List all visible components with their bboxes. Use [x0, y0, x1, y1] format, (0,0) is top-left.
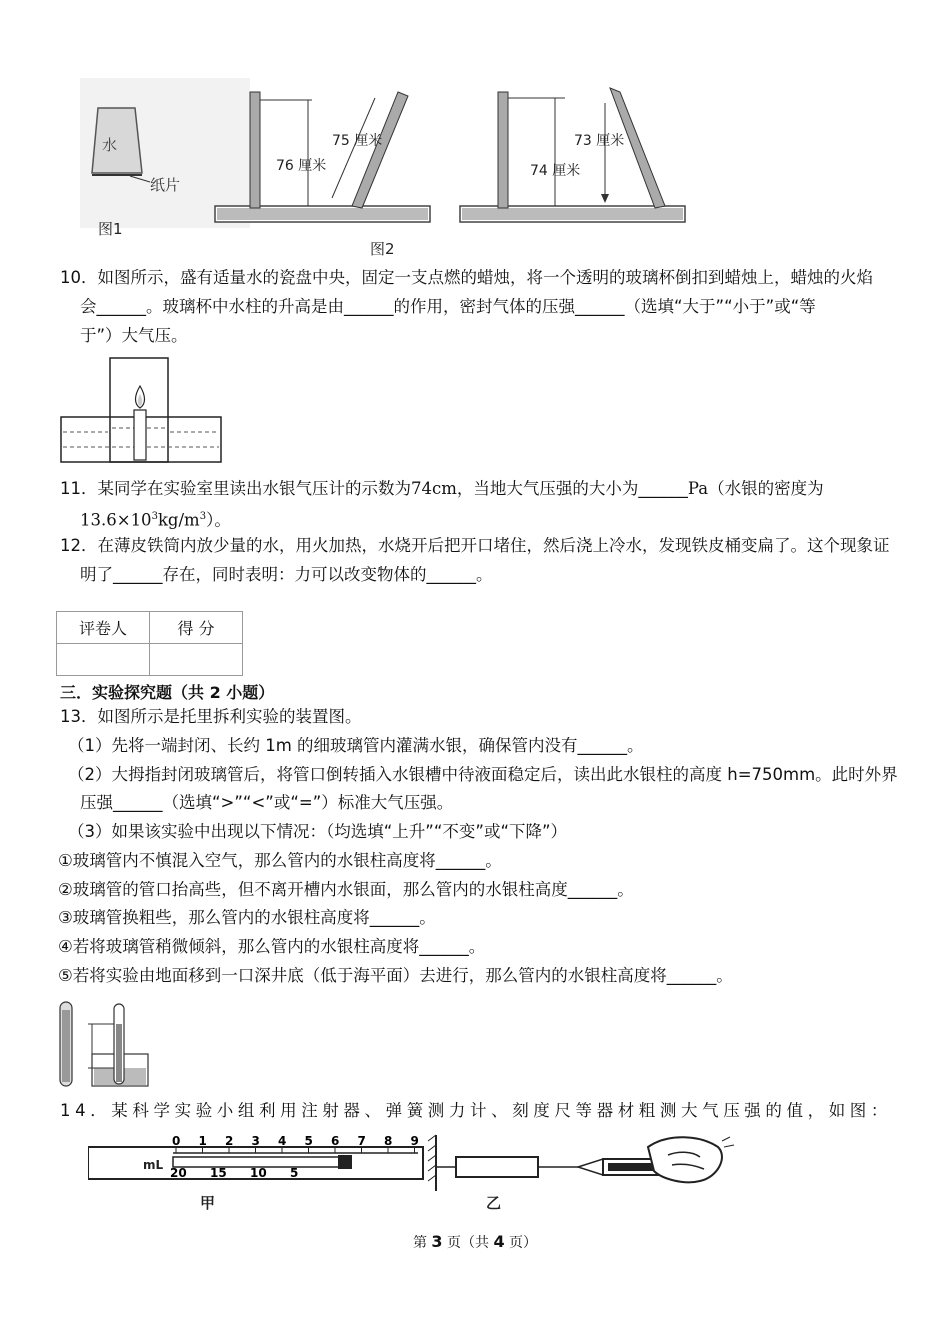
ruler-bottom-tick-label: 15 [210, 1166, 227, 1180]
q11-exp: 3 [151, 511, 158, 522]
ruler-top-tick-label: 5 [304, 1134, 313, 1148]
q11-text-c: （水银的密度为 [708, 479, 824, 498]
q11-density: 13.6×10 [80, 510, 152, 530]
q11-line1 [60, 478, 824, 500]
ruler-top-tick-label: 2 [225, 1134, 234, 1148]
ruler-top-tick-label: 0 [172, 1134, 181, 1148]
score-header: 得 分 [150, 612, 243, 644]
ruler-top-tick-label: 7 [357, 1134, 366, 1148]
fig-yi-label: 乙 [486, 1194, 502, 1212]
q11-text-b: ，当地大气压强的大小为______ [456, 479, 688, 498]
section-3-title: 三．实验探究题（共 2 小题） [60, 683, 275, 702]
q12-line1: 12．在薄皮铁筒内放少量的水，用火加热，水烧开后把开口堵住，然后浇上冷水，发现铁皮桶变扁了。这个现象证 [60, 536, 890, 555]
ruler-bottom-tick-label: 5 [290, 1166, 299, 1180]
q11-density-unit: kg/m [157, 510, 200, 530]
torricelli-figure [56, 998, 152, 1090]
ruler-top-tick-label: 8 [384, 1134, 393, 1148]
footer-pre: 第 [412, 1235, 427, 1251]
ml-label: mL [143, 1158, 164, 1172]
apparatus-yi [428, 1135, 734, 1191]
q11-unit: Pa [687, 479, 709, 498]
q13-p1: （1）先将一端封闭、长约 1m 的细玻璃管内灌满水银，确保管内没有______。 [68, 736, 644, 755]
ruler-top-tick-label: 9 [410, 1134, 419, 1148]
fig1-paper-label: 纸片 [150, 176, 181, 194]
q11-exp2: 3 [199, 511, 207, 522]
q11-value: 74cm [411, 479, 457, 498]
q10-line2: 会______。玻璃杯中水柱的升高是由______的作用，密封气体的压强______（选填“大于”“小于”或“等 [80, 297, 816, 316]
ruler-top-tick-label: 6 [331, 1134, 340, 1148]
syringe-figure [88, 1133, 738, 1213]
q10-line3: 于”）大气压。 [80, 326, 188, 345]
q11-line2 [80, 506, 231, 532]
figure-1-2 [80, 78, 700, 263]
q14-line1: 14．某科学实验小组利用注射器、弹簧测力计、刻度尺等器材粗测大气压强的值，如图： [60, 1101, 892, 1120]
q13-c3: ③玻璃管换粗些，那么管内的水银柱高度将______。 [58, 908, 436, 927]
ruler-bottom-tick-label: 20 [170, 1166, 187, 1180]
fig2-76: 76 厘米 [276, 158, 327, 174]
q11-text-a: 11．某同学在实验室里读出水银气压计的示数为 [60, 479, 411, 498]
fig2-label: 图2 [370, 240, 395, 258]
q10-line1: 10．如图所示，盛有适量水的瓷盘中央，固定一支点燃的蜡烛，将一个透明的玻璃杯倒扣到蜡烛上，蜡烛的火焰 [60, 268, 873, 287]
fig1-label: 图1 [98, 220, 123, 238]
footer-post: 页） [509, 1235, 538, 1251]
fig2-75: 75 厘米 [332, 133, 383, 149]
reviewer-header: 评卷人 [57, 612, 150, 644]
q12-line2: 明了______存在，同时表明：力可以改变物体的______。 [80, 565, 493, 584]
ruler-top-tick-label: 4 [278, 1134, 287, 1148]
q13-c5: ⑤若将实验由地面移到一口深井底（低于海平面）去进行，那么管内的水银柱高度将______。 [58, 966, 733, 985]
q13-p2a: （2）大拇指封闭玻璃管后，将管口倒转插入水银槽中待液面稳定后，读出此水银柱的高度 h=750mm。此时外界 [68, 765, 898, 784]
ruler-top-tick-label: 3 [251, 1134, 260, 1148]
fig2-73: 73 厘米 [574, 133, 625, 149]
footer-mid: 页（共 [447, 1235, 489, 1251]
fig2-74: 74 厘米 [530, 163, 581, 179]
q11-tail: ）。 [206, 510, 231, 530]
q13-c4: ④若将玻璃管稍微倾斜，那么管内的水银柱高度将______。 [58, 937, 486, 956]
reviewer-cell[interactable] [57, 644, 150, 676]
q13-c2: ②玻璃管的管口抬高些，但不离开槽内水银面，那么管内的水银柱高度______。 [58, 880, 634, 899]
q13-p2b: 压强______（选填“>”“<”或“=”）标准大气压强。 [80, 793, 454, 812]
footer-total: 4 [493, 1232, 505, 1251]
q13-p3: （3）如果该实验中出现以下情况：（均选填“上升”“不变”或“下降”） [68, 822, 568, 841]
score-cell[interactable] [150, 644, 243, 676]
candle-figure [60, 352, 222, 464]
ruler-top-tick-label: 1 [198, 1134, 207, 1148]
fig1-water-label: 水 [102, 136, 118, 154]
footer-page: 3 [431, 1232, 443, 1251]
fig2-right-apparatus [460, 88, 685, 222]
fig-jia-label: 甲 [200, 1194, 216, 1212]
ruler-bottom-tick-label: 10 [250, 1166, 267, 1180]
score-table [56, 611, 243, 676]
page-footer [0, 1232, 950, 1252]
q13-c1: ①玻璃管内不慎混入空气，那么管内的水银柱高度将______。 [58, 851, 502, 870]
q13-intro: 13．如图所示是托里拆利实验的装置图。 [60, 707, 362, 726]
